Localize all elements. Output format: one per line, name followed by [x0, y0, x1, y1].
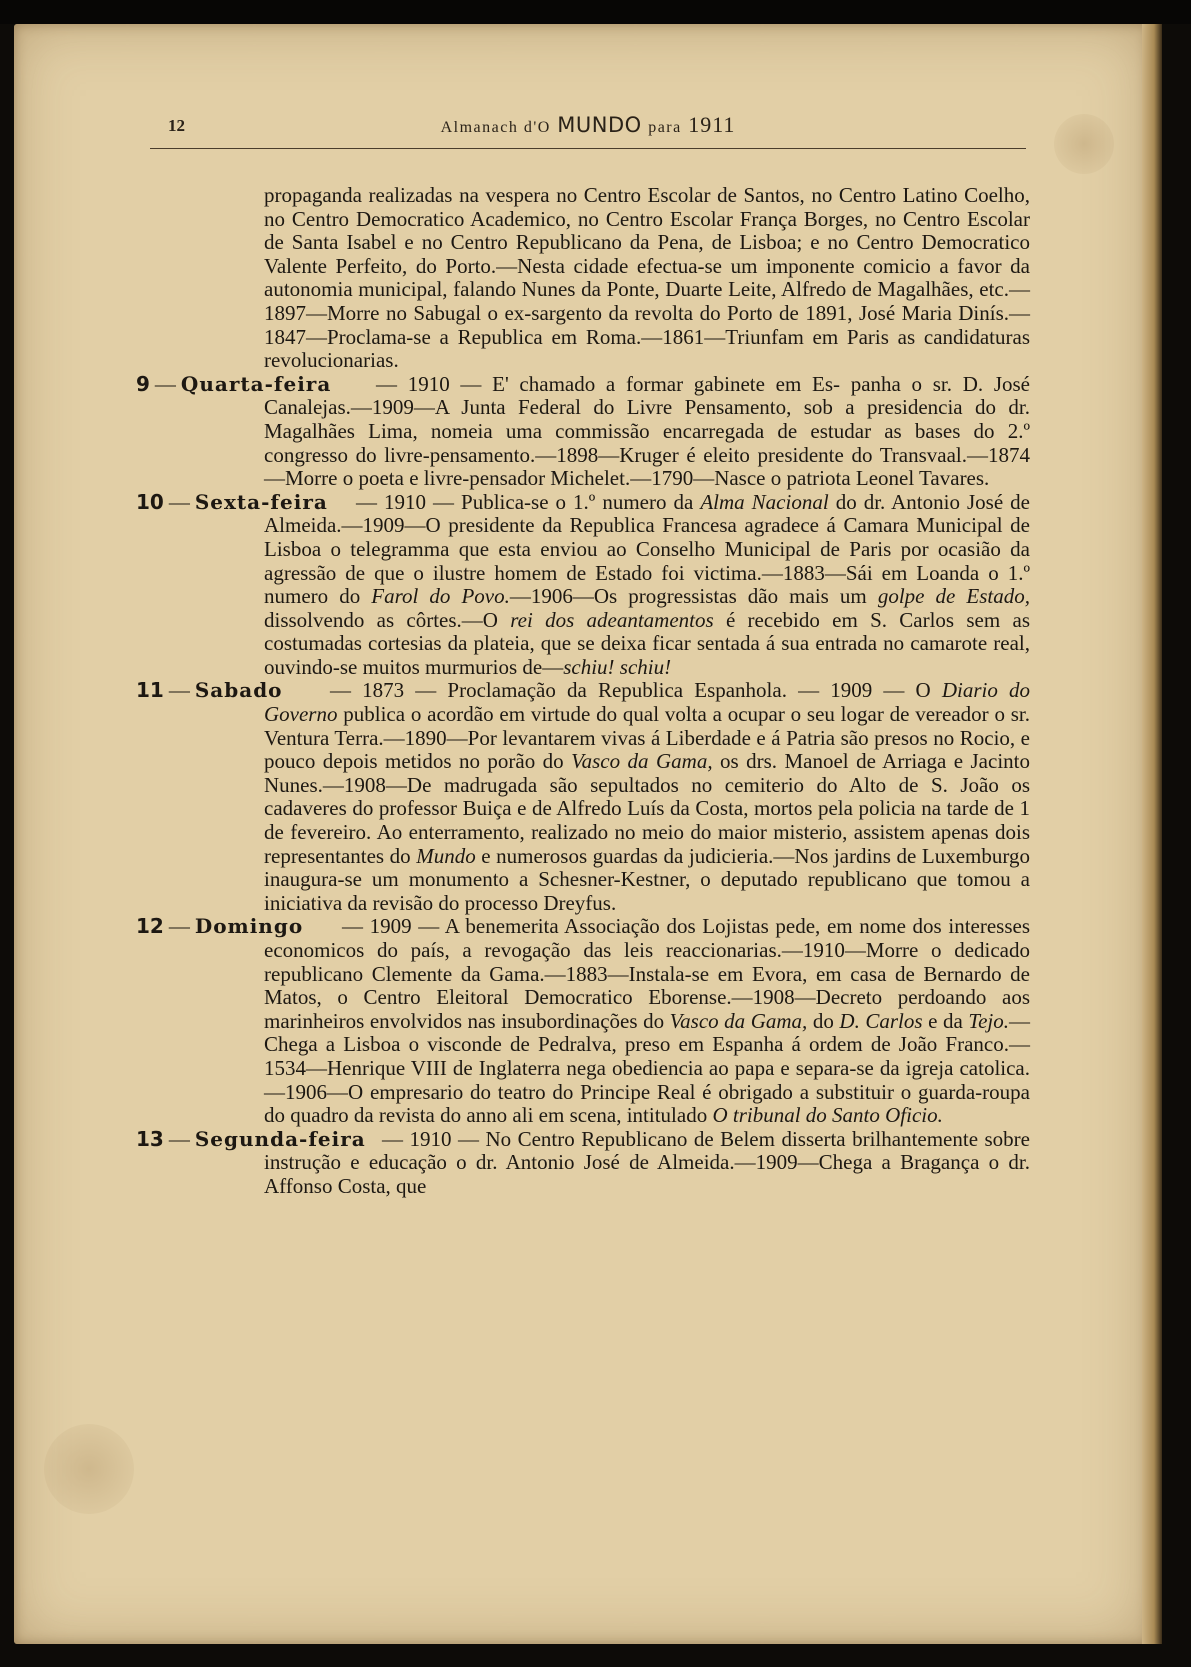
entry-text: disserta brilhantemente sobre instrução e educação o dr. Antonio José de Almeida.—1909—Chega a Bragança o dr. Affonso Costa, que — [264, 1126, 1030, 1198]
entry-text: O — [915, 678, 942, 703]
running-header — [150, 112, 1026, 146]
day-entry — [136, 914, 1031, 1128]
day-number: 10 — [136, 489, 164, 514]
entry-italic: Diario do Governo — [264, 678, 1030, 727]
day-entry — [136, 678, 1030, 915]
paper-stain — [44, 1424, 134, 1514]
entry-heading: 12 — Domingo — [136, 914, 304, 939]
entry-italic: golpe de Estado, — [877, 584, 1030, 609]
header-rule — [150, 148, 1026, 149]
weekday-label: Quarta-feira — [180, 371, 332, 396]
entry-text: e da — [922, 1008, 969, 1033]
weekday-label: Sabado — [194, 678, 283, 703]
entry-italic: Mundo — [416, 843, 476, 868]
entry-text: —Chega a Lisboa o visconde de Pedralva, preso em Espanha á ordem de João Franco.—1534—Henrique VIII de Inglaterra nega obediencia ao papa e separa-se da igreja catolica.—1906—O empresario do teatro do Principe Real é obrigado a substituir o guarda-roupa do quadro da revista do anno ali em scena, intitulado — [264, 1008, 1031, 1128]
entry-italic: rei dos adeantamentos — [510, 607, 714, 632]
entry-italic: D. Carlos — [839, 1008, 923, 1033]
day-entry — [136, 489, 1030, 680]
scan-top-edge — [0, 0, 1191, 24]
running-title-mundo: MUNDO — [557, 113, 642, 137]
running-title-part: para — [648, 119, 682, 136]
entry-text: e numerosos guardas da judicieria.—Nos jardins de Luxemburgo inaugura-se um monumento a Schesner-Kestner, o deputado republicano que tomou a iniciativa da revisão do processo Dreyfus. — [264, 843, 1030, 915]
entry-italic: Vasco da Gama, — [669, 1008, 808, 1033]
intro-paragraph: propaganda realizadas na vespera no Centro Escolar de Santos, no Centro Latino Coelho, no Centro Democratico Academico, no Centro Escolar França Borges, no Centro Escolar de Santa Isabel e no Centro Republicano da Pena, de Lisboa; e no Centro Democratico Valente Perfeito, do Porto.—Nesta cidade efectua-se um imponente comicio a favor da autonomia municipal, falando Nunes da Ponte, Duarte Leite, Alfredo de Magalhães, etc.—1897—Morre no Sabugal o ex-sargento da revolta do Porto de 1891, José Maria Dinís.—1847—Proclama-se a Republica em Roma.—1861—Triunfam em Paris as candidaturas revolucionarias. — [264, 183, 1030, 373]
page-number: 12 — [168, 116, 185, 135]
day-number: 12 — [136, 914, 164, 939]
entry-italic: O tribunal do Santo Oficio. — [712, 1103, 943, 1128]
running-title — [150, 112, 1026, 138]
entry-italic: Farol do Povo. — [371, 584, 510, 609]
entry-lead: — 1910 — No Centro Republicano de Belem — [382, 1126, 775, 1151]
entry-text: do — [807, 1008, 840, 1033]
weekday-label: Sexta-feira — [194, 489, 328, 514]
entry-heading: 10 — Sexta-feira — [136, 489, 328, 514]
paper-stain — [1054, 114, 1114, 174]
running-title-part: Almanach d'O — [440, 119, 551, 136]
day-number: 11 — [136, 678, 164, 703]
entry-text: em nome dos interesses economicos do país, a revogação das leis reaccionarias.—1910—Morre o dedicado republicano Clemente da Gama.—1883—Instala-se em Evora, em casa de Bernardo de Matos, o Centro Eleitoral Democratico Eborense.—1908—Decreto perdoando aos marinheiros envolvidos nas insubordinações do — [264, 914, 1031, 1033]
day-number: 13 — [136, 1126, 164, 1151]
running-title-year: 1911 — [688, 112, 736, 137]
entry-italic: schiu! schiu! — [563, 654, 672, 679]
entry-text: os drs. Manoel de Arriaga e Jacinto Nunes.—1908—De madrugada são sepultados no cemiterio do Alto de S. João os cadaveres do professor Buiça e de Alfredo Luís da Costa, mortos pela policia na tarde de 1 de fevereiro. Ao enterramento, realizado no meio do maior misterio, assistem apenas dois representantes do — [264, 749, 1030, 868]
entry-text: panha o sr. D. José Canalejas.—1909—A Junta Federal do Livre Pensamento, sob a presidencia do dr. Magalhães Lima, nomeia uma commissão encarregada de estudar as bases do 2.º congresso do livre-pensamento.—1898—Kruger é eleito presidente do Transvaal.—1874—Morre o poeta e livre-pensador Michelet.—1790—Nasce o patriota Leonel Tavares. — [264, 371, 1030, 491]
weekday-label: Segunda-feira — [194, 1126, 366, 1151]
weekday-label: Domingo — [194, 914, 304, 939]
entry-lead: — 1909 — A benemerita Associação dos Lojistas pede, — [342, 914, 821, 939]
entry-lead: — 1873 — Proclamação da Republica Espanhola. — 1909 — — [330, 678, 905, 703]
day-entry — [136, 1126, 1030, 1199]
entry-lead: — 1910 — E' chamado a formar gabinete em Es- — [376, 371, 840, 396]
day-number: 9 — [136, 371, 150, 396]
entry-heading: 13 — Segunda-feira — [136, 1126, 366, 1151]
entry-heading: 9 — Quarta-feira — [136, 371, 332, 396]
entry-lead: — 1910 — Publica-se o 1.º numero da — [356, 489, 701, 514]
entry-italic: Alma Nacional — [700, 489, 829, 514]
page-gutter — [1142, 24, 1162, 1644]
entry-text: do dr. Antonio José de Almeida.—1909—O presidente da Republica Francesa agradece á Camara Municipal de Lisboa o telegramma que esta enviou ao Conselho Municipal de Paris por ocasião da agressão de que o ilustre homem de Estado foi victima.—1883—Sái em Loanda o 1.º numero do — [264, 489, 1030, 609]
body-text — [136, 183, 1031, 1199]
entry-italic: Tejo. — [968, 1008, 1010, 1033]
entry-text: dissolvendo as côrtes.—O — [264, 607, 511, 632]
entry-text: publica o acordão em virtude do qual volta a ocupar o seu logar de vereador o sr. Ventura Terra.—1890—Por levantarem vivas á Liberdade e á Patria são presos no Rocio, e pouco depois metidos no porão do — [264, 702, 1030, 774]
entry-heading: 11 — Sabado — [136, 678, 283, 703]
entry-italic: Vasco da Gama, — [571, 749, 713, 774]
day-entry — [136, 371, 1030, 491]
entry-text: —1906—Os progressistas dão mais um — [509, 584, 878, 609]
entry-text: é recebido em S. Carlos sem as costumadas cortesias da plateia, que se deixa ficar sentada á sua entrada no camarote real, ouvindo-se muitos murmurios de— — [264, 607, 1030, 679]
